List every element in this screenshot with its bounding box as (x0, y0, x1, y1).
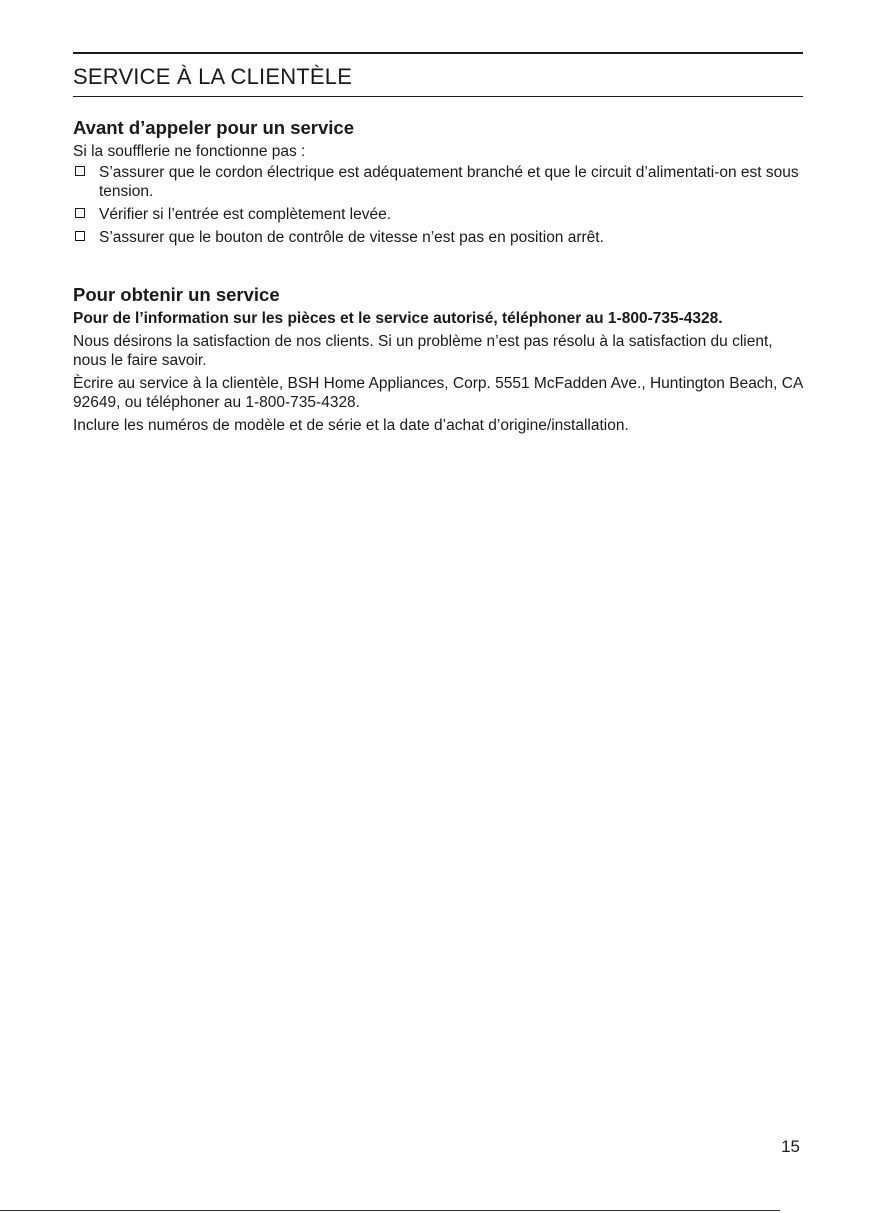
address-paragraph: Ècrire au service à la clientèle, BSH Home Appliances, Corp. 5551 McFadden Ave., Huntington Beach, CA 92649, ou téléphoner au 1-800-735-4328. (73, 375, 803, 411)
checklist-item (73, 163, 803, 201)
model-info-paragraph: Inclure les numéros de modèle et de série et la date d’achat d’origine/installation. (73, 417, 629, 434)
satisfaction-paragraph: Nous désirons la satisfaction de nos clients. Si un problème n’est pas résolu à la satisfaction du client, nous le faire savoir. (73, 333, 773, 369)
checkbox-icon (75, 166, 85, 176)
page-number: 15 (781, 1137, 800, 1156)
checklist-item-text: S’assurer que le cordon électrique est adéquatement branché et que le circuit d’alimentati-on est sous tension. (99, 164, 799, 200)
page-title: SERVICE À LA CLIENTÈLE (73, 64, 353, 89)
top-rule (73, 52, 803, 54)
before-call-intro: Si la soufflerie ne fonctionne pas : (73, 143, 306, 160)
checklist-item-text: Vérifier si l’entrée est complètement levée. (99, 206, 392, 223)
bottom-rule (0, 1210, 780, 1211)
checklist (73, 163, 803, 247)
checklist-item (73, 205, 803, 224)
checklist-item (73, 228, 803, 247)
checkbox-icon (75, 208, 85, 218)
document-page (73, 52, 803, 435)
before-call-heading: Avant d’appeler pour un service (73, 117, 355, 138)
obtain-service-heading: Pour obtenir un service (73, 284, 280, 305)
service-phone-line: Pour de l’information sur les pièces et le service autorisé, téléphoner au 1-800-735-4328. (73, 310, 723, 327)
checklist-item-text: S’assurer que le bouton de contrôle de vitesse n’est pas en position arrêt. (99, 229, 604, 246)
checkbox-icon (75, 231, 85, 241)
title-rule (73, 96, 803, 97)
